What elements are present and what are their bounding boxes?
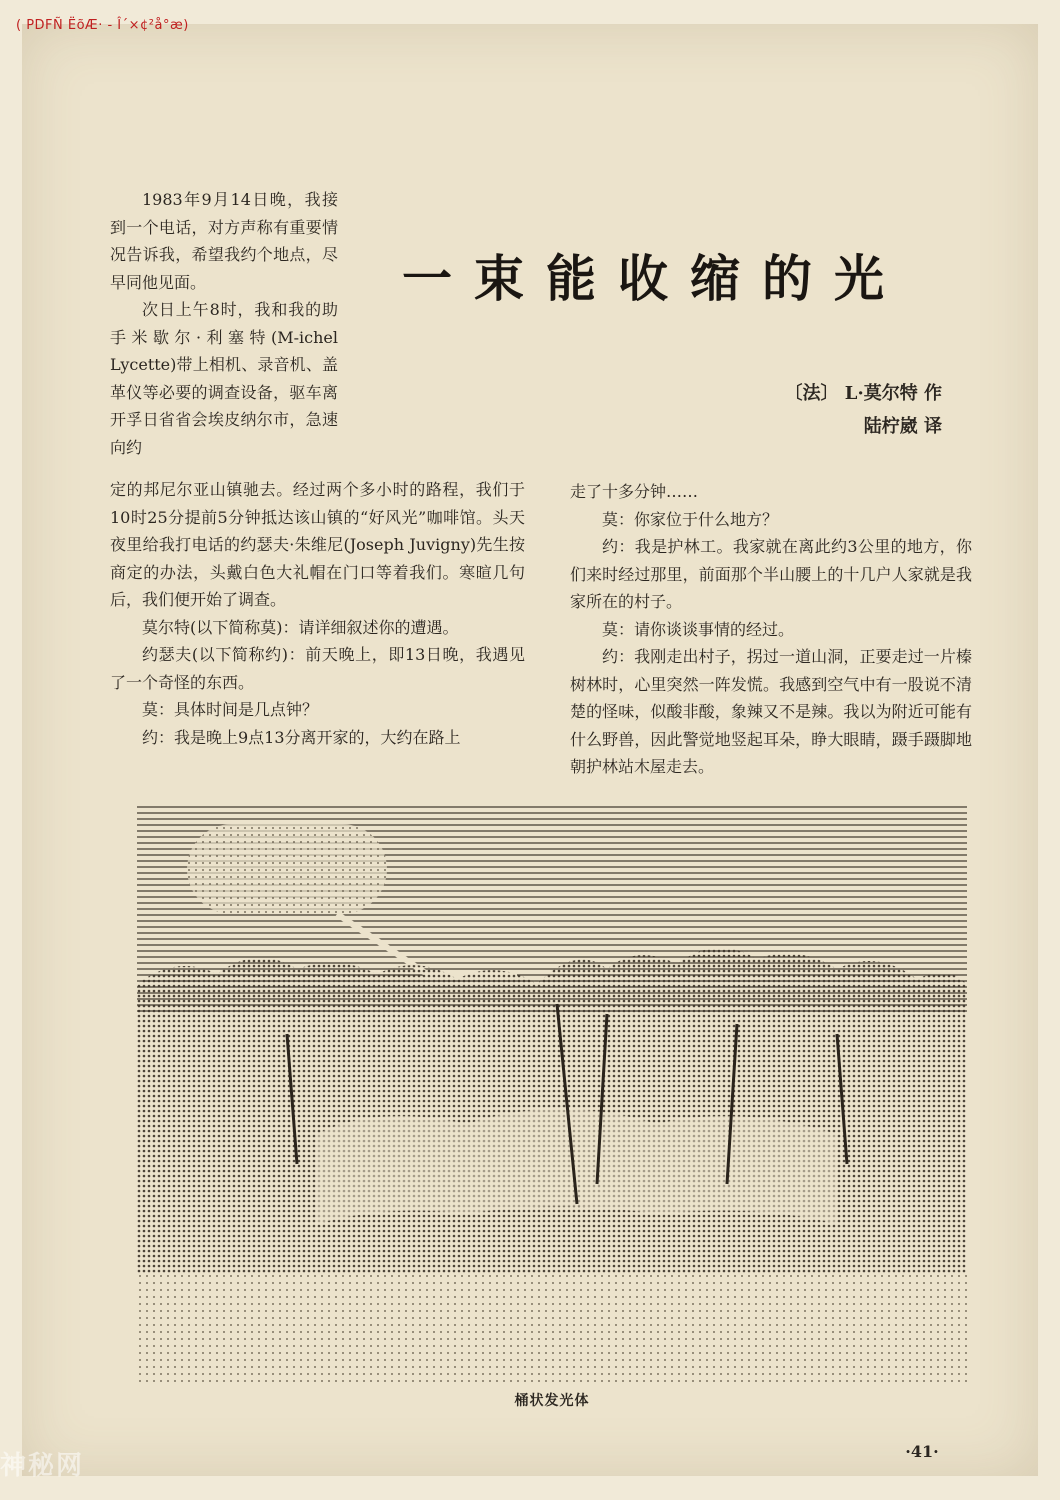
- paragraph: 莫尔特(以下简称莫)：请详细叙述你的遭遇。: [142, 617, 459, 637]
- page-number: ·41·: [905, 1442, 939, 1461]
- magazine-page: [22, 24, 1038, 1476]
- author-byline: 〔法〕 L·莫尔特 作: [784, 383, 942, 404]
- paragraph: 定的邦尼尔亚山镇驰去。经过两个多小时的路程，我们于10时25分提前5分钟抵达该山镇的“好风光”咖啡馆。头天夜里给我打电话的约瑟夫·朱维尼(Joseph Juvigny)先生按商定的办法，头戴白色大礼帽在门口等着我们。寒暄几句后，我们便开始了调查。: [110, 480, 525, 609]
- right-column: [570, 478, 972, 781]
- article-title: 一束能收缩的光: [402, 249, 906, 308]
- translator-byline: 陆柠崴 译: [863, 416, 942, 437]
- pdf-header-label: ( PDFÑ ËõÆ· - Î´×¢²å°æ): [16, 18, 189, 33]
- left-narrow-column: [110, 186, 338, 461]
- paragraph: 约：我是护林工。我家就在离此约3公里的地方，你们来时经过那里，前面那个半山腰上的十几户人家就是我家所在的村子。: [570, 537, 972, 611]
- paragraph: 约瑟夫(以下简称约)：前天晚上，即13日晚，我遇见了一个奇怪的东西。: [110, 645, 525, 692]
- site-watermark: 神秘网: [0, 1451, 85, 1481]
- paragraph: 次日上午8时，我和我的助手米歇尔·利塞特(M-ichel Lycette)带上相机、录音机、盖革仪等必要的调查设备，驱车离开孚日省省会埃皮纳尔市，急速向约: [110, 300, 338, 457]
- paragraph: 莫：请你谈谈事情的经过。: [602, 619, 795, 639]
- paragraph: 约：我刚走出村子，拐过一道山洞，正要走过一片榛树林时，心里突然一阵发慌。我感到空气中有一股说不清楚的怪味，似酸非酸，象辣又不是辣。我以为附近可能有什么野兽，因此警觉地竖起耳朵，睁大眼睛，蹑手蹑脚地朝护林站木屋走去。: [570, 647, 972, 776]
- paragraph: 莫：你家位于什么地方？: [602, 509, 779, 529]
- forest-engraving: [137, 804, 967, 1384]
- forest-illustration: [137, 804, 967, 1384]
- illustration-caption: 桶状发光体: [514, 1393, 590, 1409]
- paragraph: 莫：具体时间是几点钟？: [142, 700, 319, 719]
- left-wide-column: [110, 476, 525, 751]
- paragraph: 走了十多分钟……: [570, 482, 699, 501]
- paragraph: 1983年9月14日晚，我接到一个电话，对方声称有重要情况告诉我，希望我约个地点，尽早同他见面。: [110, 190, 338, 292]
- paragraph: 约：我是晚上9点13分离开家的，大约在路上: [142, 727, 461, 747]
